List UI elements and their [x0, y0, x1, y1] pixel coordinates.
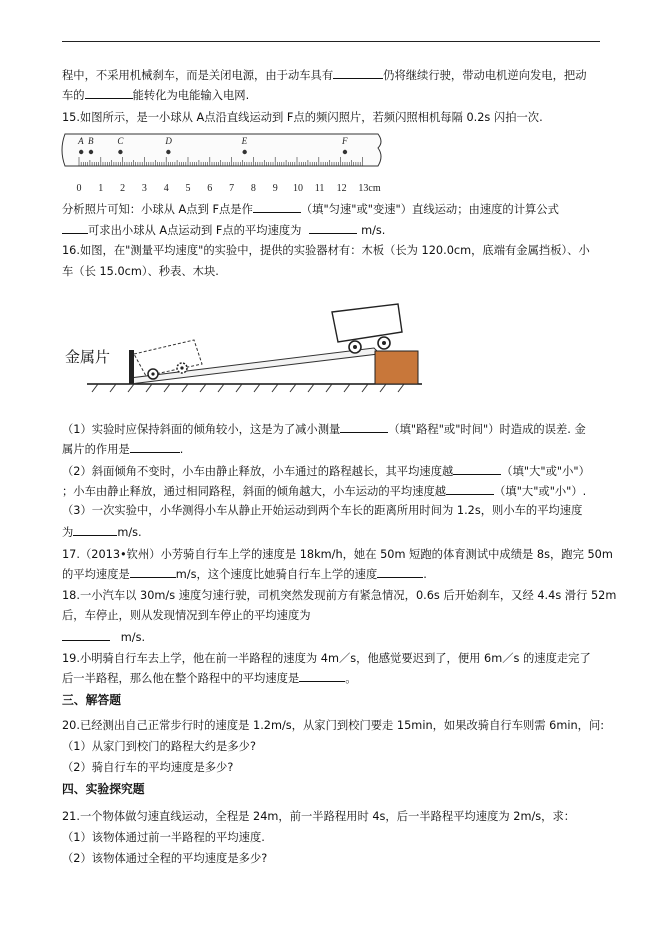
- line-cont-1: 程中，不采用机械刹车，而是关闭电源，由于动车具有 仍将继续行驶，带动电机逆向发电，把动: [62, 69, 587, 82]
- ball-label: D: [165, 136, 172, 146]
- ruler-tick-label: 2: [120, 183, 126, 194]
- cart: [332, 304, 402, 353]
- q16-2-line-a: （2）斜面倾角不变时，小车由静止释放，小车通过的路程越长，其平均速度越 （填"大"或"小"）: [62, 465, 590, 478]
- q15-line-c: 可求出小球从 A点运动到 F点的平均速度为 m/s.: [62, 222, 385, 238]
- blank[interactable]: [299, 670, 345, 682]
- blank[interactable]: [446, 483, 494, 495]
- ruler-numbers: [77, 183, 381, 194]
- q16-3-line-b: 为 m/s.: [62, 526, 142, 539]
- question-19-b: 后一半路程，那么他在整个路程中的平均速度是 。: [62, 672, 357, 685]
- question-18-c: m/s.: [62, 629, 145, 645]
- question-20-1: （1）从家门到校门的路程大约是多少?: [62, 740, 256, 753]
- ball-marker: [79, 150, 83, 154]
- question-21: 21.一个物体做匀速直线运动，全程是 24m，前一半路程用时 4s，后一半路程平均速度为 2m/s，求：: [62, 810, 576, 823]
- question-15: 15.如图所示，是一小球从 A点沿直线运动到 F点的频闪照片，若频闪照相机每隔 0.2s 闪拍一次.: [62, 111, 543, 124]
- metal-plate: [129, 350, 134, 384]
- blank[interactable]: [130, 566, 176, 578]
- ruler-body: [62, 134, 381, 166]
- question-16-b: 车（长 15.0cm）、秒表、木块.: [62, 265, 219, 278]
- ruler-figure: [60, 128, 390, 196]
- blank[interactable]: [62, 629, 110, 641]
- ball-marker: [343, 150, 347, 154]
- blank[interactable]: [340, 421, 388, 433]
- section-4-heading: 四、实验探究题: [62, 782, 145, 796]
- blank[interactable]: [85, 87, 133, 99]
- ball-label: F: [341, 136, 348, 146]
- q16-1-line-a: （1）实验时应保持斜面的倾角较小，这是为了减小测量 （填"路程"或"时间"）时造成的误差. 金: [62, 423, 586, 436]
- blank[interactable]: [130, 441, 180, 453]
- question-18-b: 后，车停止，则从发现情况到车停止的平均速度为: [62, 609, 311, 622]
- blank[interactable]: [309, 222, 357, 234]
- q16-1-line-b: 属片的作用是 .: [62, 443, 184, 456]
- ball-marker: [89, 150, 93, 154]
- header-rule: [62, 41, 600, 42]
- ruler-tick-label: 7: [229, 183, 235, 194]
- ruler-tick-label: 8: [250, 183, 256, 194]
- question-21-1: （1）该物体通过前一半路程的平均速度.: [62, 831, 265, 844]
- ruler-tick-label: 13cm: [358, 183, 381, 194]
- ball-marker: [118, 150, 122, 154]
- q16-2-line-b: ；小车由静止释放，通过相同路程，斜面的倾角越大，小车运动的平均速度越 （填"大"或"小"）.: [62, 485, 587, 498]
- ruler-tick-label: 3: [141, 183, 147, 194]
- blank[interactable]: [253, 201, 301, 213]
- section-3-heading: 三、解答题: [62, 693, 121, 707]
- ruler-tick-label: 12: [336, 183, 347, 194]
- metal-plate-label: 金属片: [65, 350, 111, 366]
- ruler-tick-label: 5: [185, 183, 191, 194]
- question-18: 18.一小汽车以 30m/s 速度匀速行驶，司机突然发现前方有紧急情况，0.6s 后开始刹车，又经 4.4s 滑行 52m: [62, 589, 617, 602]
- ball-label: C: [117, 136, 124, 146]
- q16-3-line-a: （3）一次实验中，小华测得小车从静止开始运动到两个车长的距离所用时间为 1.2s，则小车的平均速度: [62, 504, 583, 517]
- ball-marker: [166, 150, 170, 154]
- question-19: 19.小明骑自行车去上学，他在前一半路程的速度为 4m／s，他感觉要迟到了，便用 6m／s 的速度走完了: [62, 652, 591, 665]
- ruler-tick-label: 9: [272, 183, 278, 194]
- ball-label: B: [87, 136, 94, 146]
- question-16: 16.如图，在"测量平均速度"的实验中，提供的实验器材有：木板（长为 120.0cm，底端有金属挡板）、小: [62, 244, 590, 257]
- ruler-tick-label: 11: [314, 183, 325, 194]
- ruler-tick-label: 0: [76, 183, 82, 194]
- blank[interactable]: [73, 524, 117, 536]
- incline-figure: [62, 300, 427, 395]
- blank[interactable]: [62, 222, 88, 234]
- blank[interactable]: [453, 463, 501, 475]
- ruler-tick-label: 4: [163, 183, 169, 194]
- ruler-tick-label: 10: [293, 183, 303, 194]
- line-cont-2: 车的 能转化为电能输入电网.: [62, 89, 250, 102]
- ramp-board: [130, 348, 378, 384]
- question-21-2: （2）该物体通过全程的平均速度是多少?: [62, 852, 268, 865]
- q15-line-b: 分析照片可知：小球从 A点到 F点是作 （填"匀速"或"变速"）直线运动；由速度的计算公式: [62, 203, 559, 216]
- ruler-tick-label: 6: [207, 183, 213, 194]
- ball-label: E: [241, 136, 248, 146]
- blank[interactable]: [333, 67, 383, 79]
- ball-marker: [242, 150, 246, 154]
- question-17-b: 的平均速度是 m/s，这个速度比她骑自行车上学的速度 .: [62, 568, 427, 581]
- ball-label: A: [78, 136, 84, 146]
- question-17: 17.（2013•钦州）小芳骑自行车上学的速度是 18km/h，她在 50m 短跑的体育测试中成绩是 8s，跑完 50m: [62, 548, 613, 561]
- wood-block: [375, 351, 418, 384]
- ruler-tick-label: 1: [98, 183, 104, 194]
- question-20-2: （2）骑自行车的平均速度是多少?: [62, 761, 234, 774]
- blank[interactable]: [377, 566, 423, 578]
- question-20: 20.已经测出自己正常步行时的速度是 1.2m/s，从家门到校门要走 15min，如果改骑自行车则需 6min，问:: [62, 719, 605, 732]
